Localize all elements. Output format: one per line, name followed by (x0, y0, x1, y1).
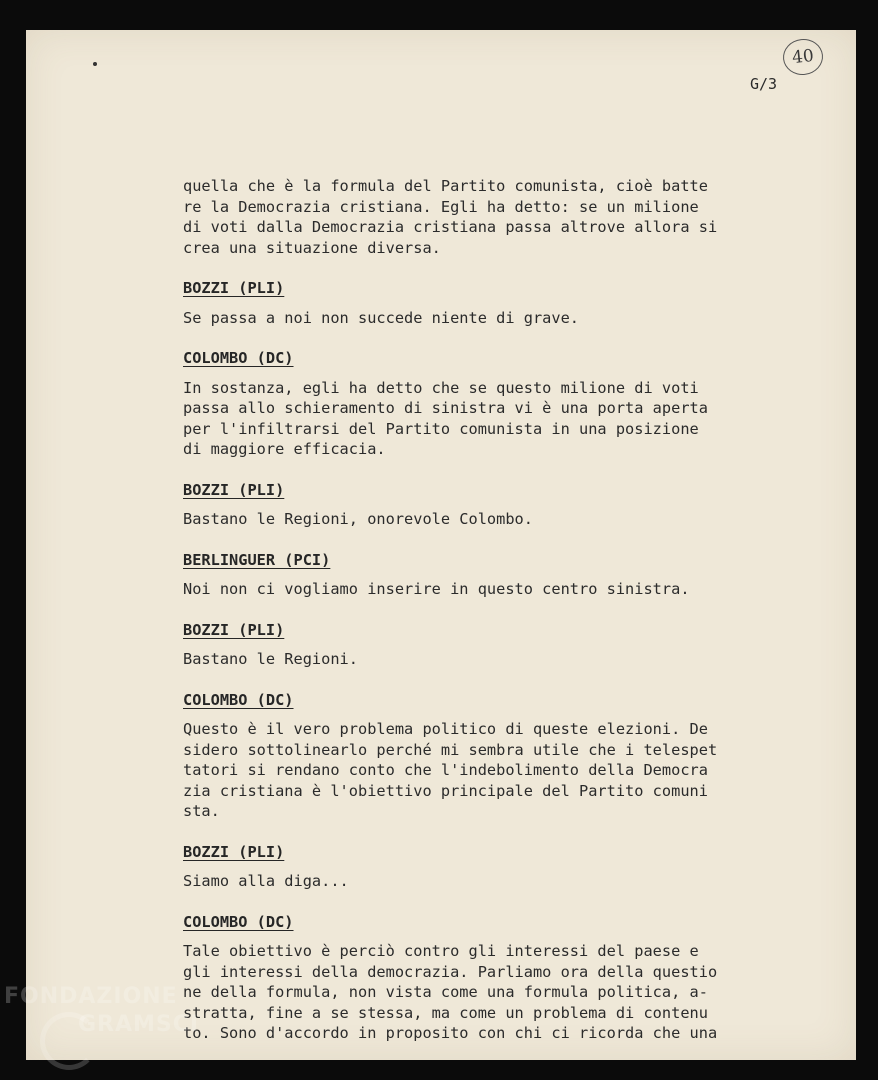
speaker-turn (183, 348, 803, 460)
text-line: stratta, fine a se stessa, ma come un problema di contenu (183, 1003, 708, 1022)
text-line: re la Democrazia cristiana. Egli ha detto: se un milione (183, 197, 699, 216)
text-line: tatori si rendano conto che l'indebolimento della Democra (183, 761, 708, 779)
text-line: Siamo alla diga... (183, 872, 349, 890)
text-line: Tale obiettivo è perciò contro gli interessi del paese e (183, 942, 699, 960)
watermark-line-1: FONDAZIONE (4, 984, 178, 1009)
intro-paragraph (183, 176, 803, 258)
text-line: Questo è il vero problema politico di queste elezioni. De (183, 720, 708, 738)
speaker-label: COLOMBO (DC) (183, 912, 294, 931)
text-line: sidero sottolinearlo perché mi sembra utile che i telespet (183, 740, 718, 759)
transcript-body (183, 176, 803, 1044)
page-code: G/3 (750, 75, 778, 93)
speaker-turn (183, 842, 803, 892)
text-line: zia cristiana è l'obiettivo principale del Partito comuni (183, 781, 708, 800)
text-line: di maggiore efficacia. (183, 440, 386, 458)
folio-number: 40 (791, 45, 815, 69)
text-line: Bastano le Regioni, onorevole Colombo. (183, 510, 533, 528)
text-line: ne della formula, non vista come una formula politica, a- (183, 983, 708, 1001)
paper-speck (93, 62, 97, 66)
speaker-turn (183, 620, 803, 670)
speaker-turn (183, 912, 803, 1044)
speaker-label: COLOMBO (DC) (183, 690, 294, 709)
speaker-turn (183, 278, 803, 328)
text-line: gli interessi della democrazia. Parliamo ora della questio (183, 962, 718, 981)
speaker-label: BERLINGUER (PCI) (183, 550, 331, 569)
text-line: Bastano le Regioni. (183, 650, 358, 668)
speaker-turn (183, 550, 803, 600)
speaker-label: BOZZI (PLI) (183, 842, 285, 861)
text-line: to. Sono d'accordo in proposito con chi ci ricorda che una (183, 1024, 718, 1042)
speaker-label: BOZZI (PLI) (183, 620, 285, 639)
text-line: passa allo schieramento di sinistra vi è una porta aperta (183, 399, 708, 417)
text-line: crea una situazione diversa. (183, 238, 441, 257)
speaker-turn (183, 690, 803, 822)
text-line: Noi non ci vogliamo inserire in questo centro sinistra. (183, 580, 690, 598)
speaker-label: COLOMBO (DC) (183, 349, 294, 367)
text-line: In sostanza, egli ha detto che se questo milione di voti (183, 378, 699, 397)
watermark-line-2: GRAMSCI (78, 1012, 200, 1037)
text-line: di voti dalla Democrazia cristiana passa altrove allora si (183, 218, 718, 236)
speaker-label: BOZZI (PLI) (183, 279, 285, 297)
text-line: sta. (183, 802, 220, 820)
text-line: per l'infiltrarsi del Partito comunista in una posizione (183, 419, 699, 438)
text-line: quella che è la formula del Partito comunista, cioè batte (183, 177, 708, 195)
archive-watermark (4, 983, 199, 1039)
speaker-label: BOZZI (PLI) (183, 480, 285, 499)
text-line: Se passa a noi non succede niente di grave. (183, 308, 580, 327)
speaker-turn (183, 480, 803, 530)
